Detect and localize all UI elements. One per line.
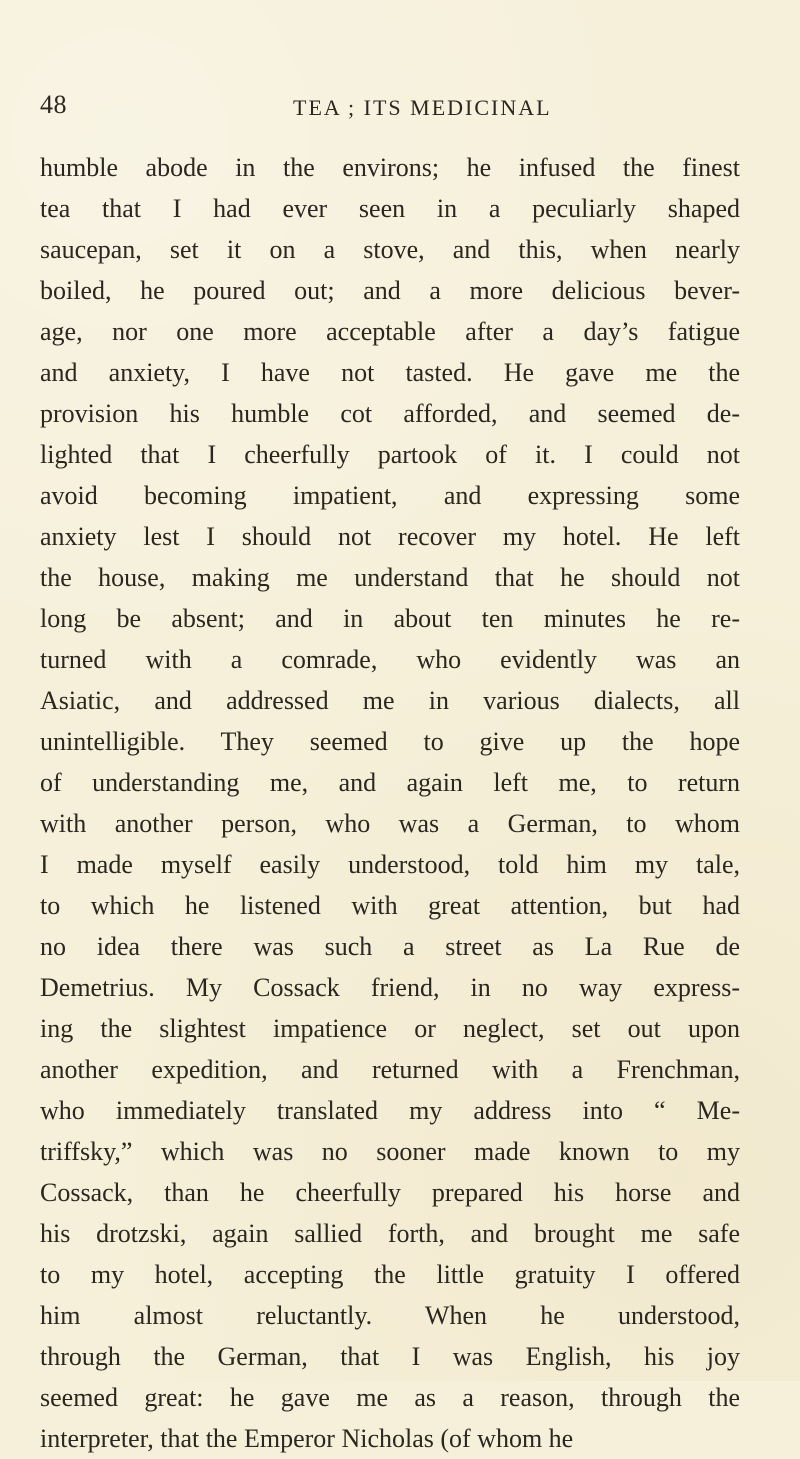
text-line: tea that I had ever seen in a peculiarly shaped	[40, 194, 740, 223]
text-line: to which he listened with great attention, but had	[40, 891, 740, 920]
text-line: who immediately translated my address into “ Me-	[40, 1096, 740, 1125]
text-line: humble abode in the environs; he infused the finest	[40, 153, 740, 182]
text-line: seemed great: he gave me as a reason, through the	[40, 1383, 740, 1412]
text-line: Cossack, than he cheerfully prepared his horse and	[40, 1178, 740, 1207]
text-line: triffsky,” which was no sooner made known to my	[40, 1137, 740, 1166]
text-line: the house, making me understand that he should not	[40, 563, 740, 592]
text-line: age, nor one more acceptable after a day’s fatigue	[40, 317, 740, 346]
text-line: of understanding me, and again left me, to return	[40, 768, 740, 797]
text-line: with another person, who was a German, to whom	[40, 809, 740, 838]
page-header	[40, 92, 760, 132]
running-title: TEA ; ITS MEDICINAL	[293, 95, 552, 120]
text-line: provision his humble cot afforded, and seemed de-	[40, 399, 740, 428]
text-line: through the German, that I was English, his joy	[40, 1342, 740, 1371]
body-text	[40, 147, 740, 1459]
text-line: no idea there was such a street as La Rue de	[40, 932, 740, 961]
text-line: ing the slightest impatience or neglect, set out upon	[40, 1014, 740, 1043]
text-line: Demetrius. My Cossack friend, in no way express-	[40, 973, 740, 1002]
text-line: long be absent; and in about ten minutes he re-	[40, 604, 740, 633]
text-line: and anxiety, I have not tasted. He gave me the	[40, 358, 740, 387]
text-line: I made myself easily understood, told him my tale,	[40, 850, 740, 879]
text-line: unintelligible. They seemed to give up the hope	[40, 727, 740, 756]
text-line: him almost reluctantly. When he understood,	[40, 1301, 740, 1330]
text-line: boiled, he poured out; and a more delicious bever-	[40, 276, 740, 305]
text-line: lighted that I cheerfully partook of it. I could not	[40, 440, 740, 469]
text-line: his drotzski, again sallied forth, and brought me safe	[40, 1219, 740, 1248]
text-line: interpreter, that the Emperor Nicholas (of whom he	[40, 1424, 574, 1453]
text-line: turned with a comrade, who evidently was an	[40, 645, 740, 674]
text-line: avoid becoming impatient, and expressing some	[40, 481, 740, 510]
text-line: another expedition, and returned with a Frenchman,	[40, 1055, 740, 1084]
text-line: Asiatic, and addressed me in various dialects, all	[40, 686, 740, 715]
text-line: saucepan, set it on a stove, and this, when nearly	[40, 235, 740, 264]
text-line: to my hotel, accepting the little gratuity I offered	[40, 1260, 740, 1289]
page-number: 48	[40, 90, 67, 119]
text-line: anxiety lest I should not recover my hotel. He left	[40, 522, 740, 551]
